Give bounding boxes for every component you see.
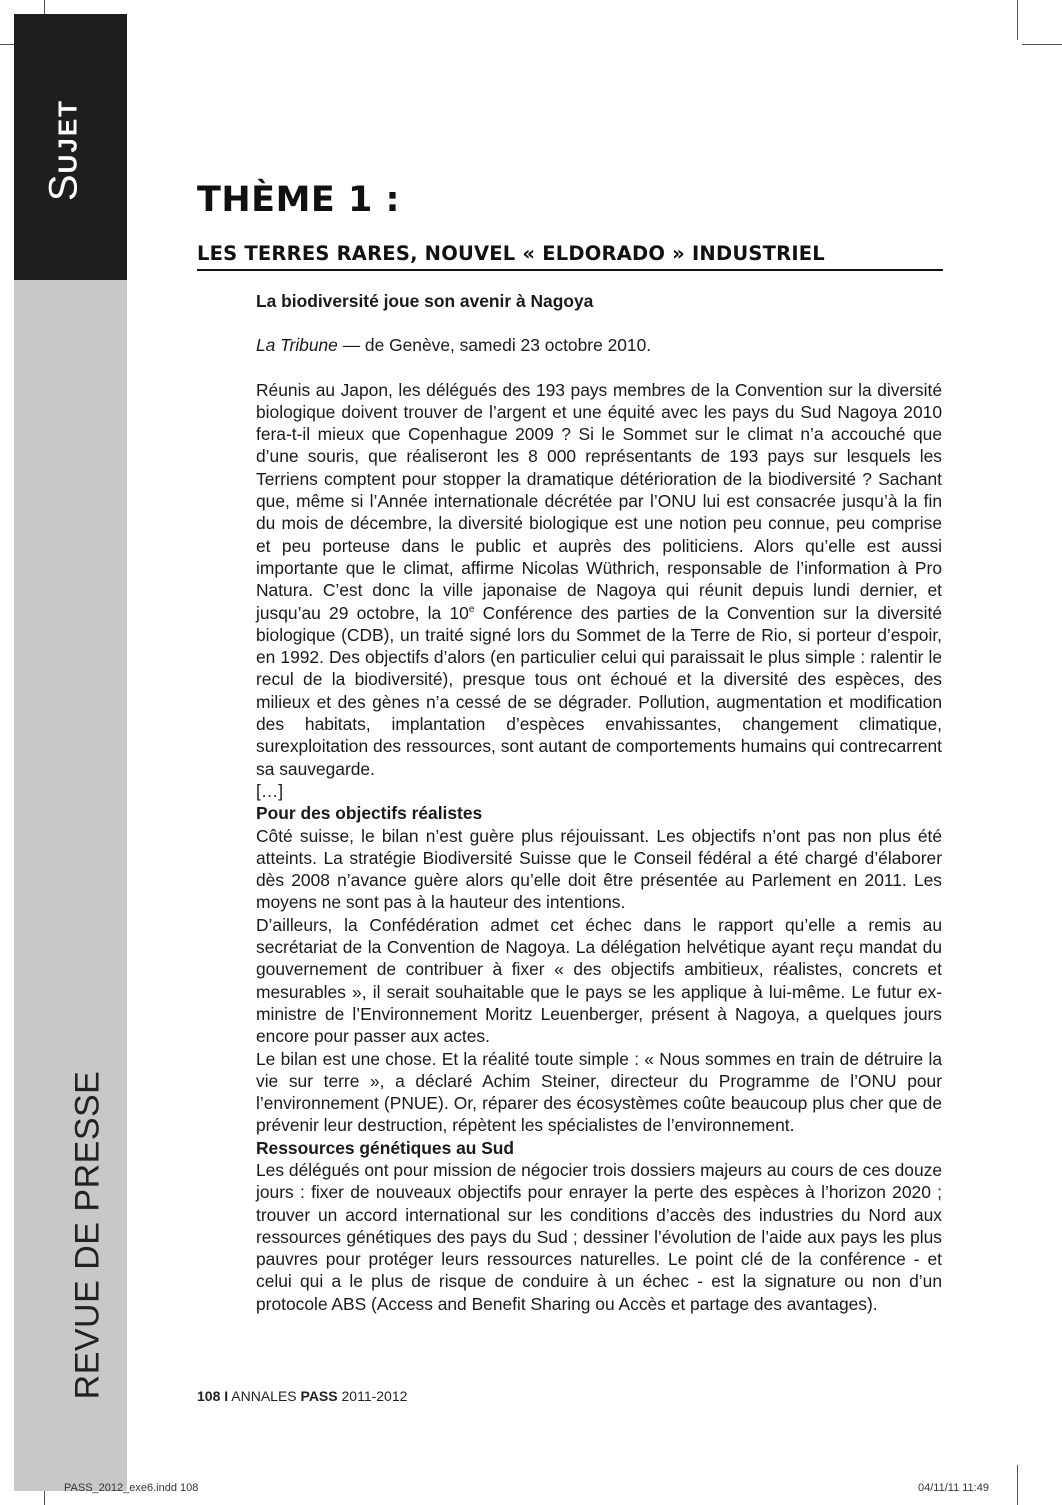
paragraph: Les délégués ont pour mission de négocier trois dossiers majeurs au cours de ces douze jours : fixer de nouveaux objectifs pour enrayer la perte des espèces à l’horizon 2020 ; trouver un accord international sur les conditions d’accès des industries du Nord aux ressources génétiques des pays du Sud ; dessiner l’évolution de l’aide aux pays les plus pauvres pour protéger leurs ressources naturelles. Le point clé de la conférence - et celui qui a le plus de risque de conduire à un échec - est la signature ou non d’un protocole ABS (Access and Benefit Sharing ou Accès et partage des avantages). bbox=[256, 1159, 942, 1314]
paragraph: Côté suisse, le bilan n’est guère plus réjouissant. Les objectifs n’ont pas non plus été atteints. La stratégie Biodiversité Suisse que le Conseil fédéral a été chargé d’élaborer dès 2008 n’avance guère alors qu’elle doit être présentée au Parlement en 2011. Les moyens ne sont pas à la hauteur des intentions. bbox=[256, 825, 942, 913]
paragraph: Réunis au Japon, les délégués des 193 pays membres de la Convention sur la diversité biologique doivent trouver de l’argent et une équité avec les pays du Sud Nagoya 2010 fera-t-il mieux que Copenhague 2009 ? Si le Sommet sur le climat n’a accouché que d’une souris, que réaliseront les 8 000 représentants de 193 pays sur lesquels les Terriens comptent pour stopper la dramatique détérioration de la biodiversité ? Sachant que, même si l’Année internationale décrétée par l’ONU lui est consacrée jusqu’à la fin du mois de décembre, la diversité biologique est une notion peu connue, peu comprise et peu porteuse dans le public et auprès des politiciens. Alors qu’elle est aussi importante que le climat, affirme Nicolas Wüthrich, responsable de l’information à Pro Natura. C’est donc la ville japonaise de Nagoya qui réunit depuis lundi dernier, et jusqu’au 29 octobre, la 10e Conférence des parties de la Convention sur la diversité biologique (CDB), un traité signé lors du Sommet de la Terre de Rio, si porteur d’espoir, en 1992. Des objectifs d’alors (en particulier celui qui paraissait le plus simple : ralentir le recul de la biodiversité), presque tous ont échoué et la diversité des espèces, des milieux et des gènes n’a cessé de se dégrader. Pollution, augmentation et modification des habitats, implantation d’espèces envahissantes, changement climatique, surexploitation des ressources, sont autant de comportements humains qui contrecarrent sa sauvegarde. bbox=[256, 379, 942, 779]
subheading: Pour des objectifs réalistes bbox=[256, 803, 483, 824]
section-label-sujet: SUJET bbox=[41, 98, 86, 202]
ellipsis: […] bbox=[256, 780, 284, 801]
crop-mark bbox=[1017, 1465, 1018, 1505]
source-date: — de Genève, samedi 23 octobre 2010. bbox=[337, 335, 652, 356]
crop-mark bbox=[1017, 0, 1018, 40]
page-number: 108 I bbox=[197, 1388, 229, 1404]
article-body bbox=[256, 290, 942, 1315]
print-slug-file: PASS_2012_exe6.indd 108 bbox=[64, 1482, 199, 1494]
subheading: Ressources génétiques au Sud bbox=[256, 1137, 515, 1158]
paragraph: D’ailleurs, la Confédération admet cet échec dans le rapport qu’elle a remis au secrétariat de la Convention de Nagoya. La délégation helvétique ayant reçu mandat du gouvernement de contribuer à fixer « des objectifs ambitieux, réalistes, concrets et mesurables », il serait souhaitable que le pays se les applique à lui-même. Le futur ex-ministre de l’Environnement Moritz Leuenberger, présent à Nagoya, a quelques jours encore pour passer aux actes. bbox=[256, 914, 942, 1047]
theme-subtitle: LES TERRES RARES, NOUVEL « ELDORADO » INDUSTRIEL bbox=[197, 242, 943, 271]
pass-brand: PASS bbox=[300, 1388, 338, 1404]
article-headline: La biodiversité joue son avenir à Nagoya bbox=[256, 291, 594, 311]
page-folio: 108 I ANNALES PASS 2011-2012 bbox=[197, 1388, 408, 1404]
theme-title: THÈME 1 : bbox=[197, 180, 401, 220]
crop-mark bbox=[1022, 44, 1062, 45]
paragraph: Le bilan est une chose. Et la réalité toute simple : « Nous sommes en train de détruire la vie sur terre », a déclaré Achim Steiner, directeur du Programme de l’ONU pour l’environnement (PNUE). Or, réparer des écosystèmes coûte beaucoup plus cher que de prévenir leur destruction, répètent les spécialistes de l’environnement. bbox=[256, 1048, 942, 1136]
source-name: La Tribune bbox=[256, 335, 338, 356]
print-slug-date: 04/11/11 11:49 bbox=[918, 1482, 989, 1494]
article-source bbox=[256, 334, 942, 356]
section-label-revue-de-presse: REVUE DE PRESSE bbox=[68, 1070, 107, 1400]
